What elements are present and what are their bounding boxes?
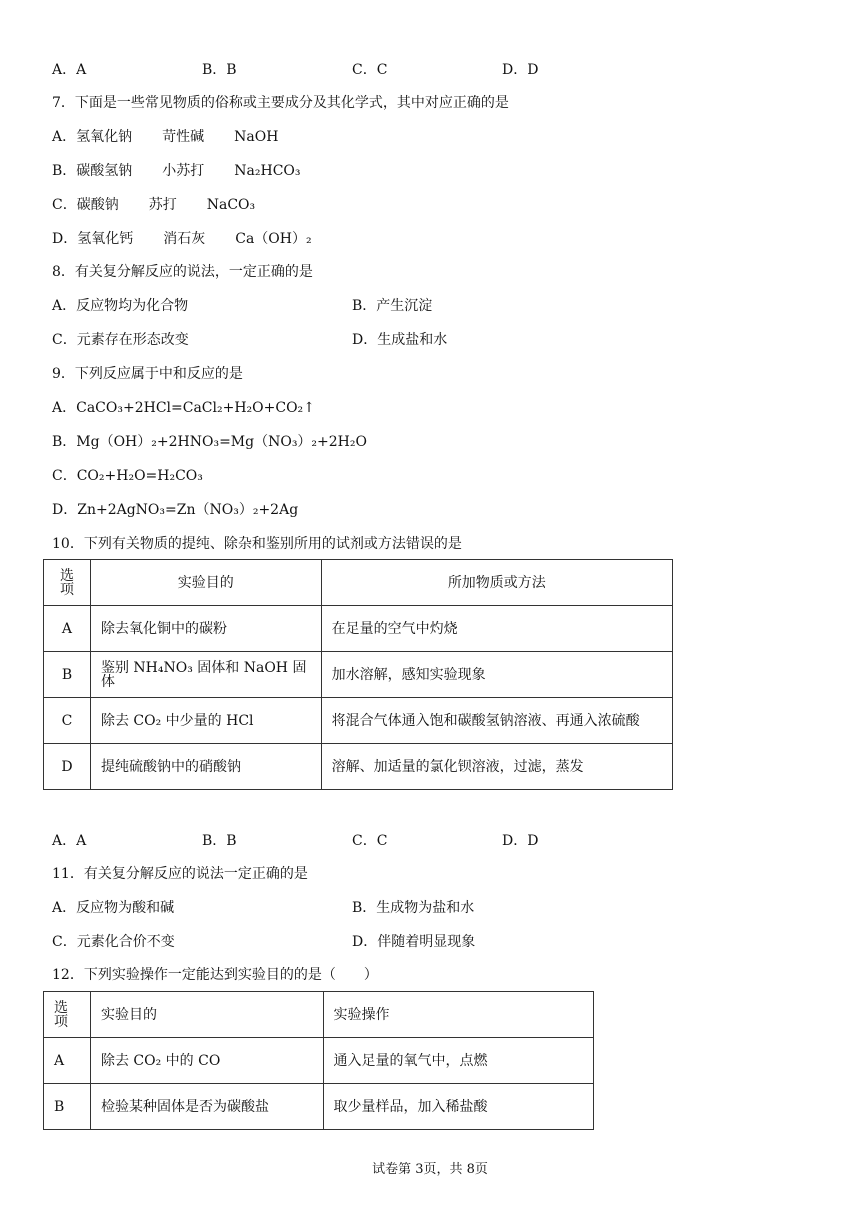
table-cell: 溶解、加适量的氯化钡溶液，过滤，蒸发 xyxy=(321,744,672,790)
header-operation: 实验操作 xyxy=(323,992,593,1038)
table-cell: 鉴别 NH₄NO₃ 固体和 NaOH 固体 xyxy=(90,652,321,698)
table-cell: 通入足量的氧气中，点燃 xyxy=(323,1038,593,1084)
header-option: 选项 xyxy=(44,992,91,1038)
table-row xyxy=(44,1038,594,1084)
header-purpose: 实验目的 xyxy=(90,560,321,606)
q10-option-b: B．B xyxy=(202,833,237,849)
q10-table xyxy=(43,559,673,790)
table-cell: 提纯硫酸钠中的硝酸钠 xyxy=(90,744,321,790)
q10-stem: 10．下列有关物质的提纯、除杂和鉴别所用的试剂或方法错误的是 xyxy=(52,536,462,552)
q9-option-c: C．CO₂+H₂O=H₂CO₃ xyxy=(52,468,203,484)
table-cell: 检验某种固体是否为碳酸盐 xyxy=(90,1084,323,1130)
q8-option-d: D．生成盐和水 xyxy=(352,332,448,348)
table-header-row xyxy=(44,992,594,1038)
q6-option-c: C．C xyxy=(352,62,388,78)
table-row xyxy=(44,652,673,698)
q11-option-d: D．伴随着明显现象 xyxy=(352,934,476,950)
q10-option-a: A．A xyxy=(52,833,87,849)
table-cell: 加水溶解，感知实验现象 xyxy=(321,652,672,698)
q11-option-a: A．反应物为酸和碱 xyxy=(52,900,175,916)
q11-option-b: B．生成物为盐和水 xyxy=(352,900,475,916)
table-row xyxy=(44,744,673,790)
q11-stem: 11．有关复分解反应的说法一定正确的是 xyxy=(52,866,308,882)
q9-option-b: B．Mg（OH）₂+2HNO₃=Mg（NO₃）₂+2H₂O xyxy=(52,434,367,450)
table-cell: 除去 CO₂ 中的 CO xyxy=(90,1038,323,1084)
q10-option-c: C．C xyxy=(352,833,388,849)
q12-stem: 12．下列实验操作一定能达到实验目的的是（ ） xyxy=(52,967,378,983)
q12-table xyxy=(43,991,594,1130)
table-row xyxy=(44,1084,594,1130)
q8-option-b: B．产生沉淀 xyxy=(352,298,433,314)
table-cell: 将混合气体通入饱和碳酸氢钠溶液、再通入浓硫酸 xyxy=(321,698,672,744)
table-cell: B xyxy=(44,1084,91,1130)
q8-option-a: A．反应物均为化合物 xyxy=(52,298,189,314)
table-cell: 除去 CO₂ 中少量的 HCl xyxy=(90,698,321,744)
table-row xyxy=(44,606,673,652)
q8-option-c: C．元素存在形态改变 xyxy=(52,332,189,348)
q9-option-d: D．Zn+2AgNO₃=Zn（NO₃）₂+2Ag xyxy=(52,502,299,518)
table-cell: 除去氧化铜中的碳粉 xyxy=(90,606,321,652)
q7-option-c: C．碳酸钠 苏打 NaCO₃ xyxy=(52,197,256,213)
page-footer: 试卷第 3页，共 8页 xyxy=(372,1162,488,1177)
table-cell: C xyxy=(44,698,91,744)
table-row xyxy=(44,698,673,744)
table-cell: A xyxy=(44,606,91,652)
q7-option-d: D．氢氧化钙 消石灰 Ca（OH）₂ xyxy=(52,231,312,247)
table-cell: A xyxy=(44,1038,91,1084)
table-cell: D xyxy=(44,744,91,790)
q10-option-d: D．D xyxy=(502,833,539,849)
table-cell: 在足量的空气中灼烧 xyxy=(321,606,672,652)
q6-option-a: A．A xyxy=(52,62,87,78)
table-cell: 取少量样品，加入稀盐酸 xyxy=(323,1084,593,1130)
q7-option-a: A．氢氧化钠 苛性碱 NaOH xyxy=(52,129,279,145)
q9-option-a: A．CaCO₃+2HCl=CaCl₂+H₂O+CO₂↑ xyxy=(52,400,315,416)
q7-stem: 7．下面是一些常见物质的俗称或主要成分及其化学式，其中对应正确的是 xyxy=(52,95,509,111)
q6-option-d: D．D xyxy=(502,62,539,78)
header-option: 选项 xyxy=(44,560,91,606)
q11-option-c: C．元素化合价不变 xyxy=(52,934,175,950)
table-header-row xyxy=(44,560,673,606)
header-purpose: 实验目的 xyxy=(90,992,323,1038)
table-cell: B xyxy=(44,652,91,698)
q6-option-b: B．B xyxy=(202,62,237,78)
q8-stem: 8．有关复分解反应的说法，一定正确的是 xyxy=(52,264,313,280)
header-method: 所加物质或方法 xyxy=(321,560,672,606)
q7-option-b: B．碳酸氢钠 小苏打 Na₂HCO₃ xyxy=(52,163,301,179)
q9-stem: 9．下列反应属于中和反应的是 xyxy=(52,366,243,382)
